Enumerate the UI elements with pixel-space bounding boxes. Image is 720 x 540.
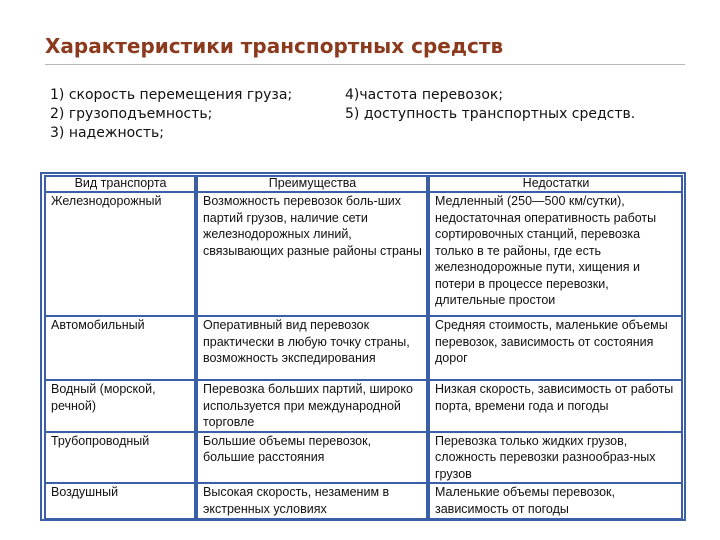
criterion-item: 3) надежность; xyxy=(50,125,164,141)
cell-transport-type: Трубопроводный xyxy=(44,433,196,485)
cell-transport-type: Автомобильный xyxy=(44,317,196,381)
cell-disadvantages: Средняя стоимость, маленькие объемы перевозок, зависимость от состояния дорог xyxy=(428,317,683,381)
header-advantages: Преимущества xyxy=(196,175,428,193)
cell-disadvantages: Медленный (250—500 км/сутки), недостаточная оперативность работы сортировочных станций, перевозка только в те районы, где есть железнодорожные пути, хищения и потери в процессе перевозки, длительные простои xyxy=(428,193,683,317)
cell-disadvantages: Перевозка только жидких грузов, сложность перевозки разнообраз-ных грузов xyxy=(428,433,683,485)
table-row xyxy=(44,381,683,433)
table-row xyxy=(44,484,683,520)
table-row xyxy=(44,317,683,381)
table-row xyxy=(44,193,683,317)
cell-advantages: Большие объемы перевозок, большие расстояния xyxy=(196,433,428,485)
criterion-item: 5) доступность транспортных средств. xyxy=(345,106,636,122)
page-title: Характеристики транспортных средств xyxy=(45,34,504,58)
cell-advantages: Перевозка больших партий, широко используется при международной торговле xyxy=(196,381,428,433)
criteria-list-right xyxy=(345,86,635,124)
title-divider xyxy=(45,64,685,65)
cell-transport-type: Воздушный xyxy=(44,484,196,520)
cell-disadvantages: Низкая скорость, зависимость от работы порта, времени года и погоды xyxy=(428,381,683,433)
transport-table xyxy=(44,175,683,520)
criterion-item: 1) скорость перемещения груза; xyxy=(50,87,293,103)
table-row xyxy=(44,433,683,485)
criterion-item: 2) грузоподъемность; xyxy=(50,106,213,122)
cell-advantages: Оперативный вид перевозок практически в любую точку страны, возможность экспедирования xyxy=(196,317,428,381)
cell-advantages: Высокая скорость, незаменим в экстренных условиях xyxy=(196,484,428,520)
table-header-row xyxy=(44,175,683,193)
header-transport-type: Вид транспорта xyxy=(44,175,196,193)
criteria-list-left xyxy=(50,86,292,143)
cell-transport-type: Железнодорожный xyxy=(44,193,196,317)
header-disadvantages: Недостатки xyxy=(428,175,683,193)
cell-transport-type: Водный (морской, речной) xyxy=(44,381,196,433)
criterion-item: 4)частота перевозок; xyxy=(345,87,504,103)
cell-advantages: Возможность перевозок боль-ших партий грузов, наличие сети железнодорожных линий, связывающих разные районы страны xyxy=(196,193,428,317)
cell-disadvantages: Маленькие объемы перевозок, зависимость от погоды xyxy=(428,484,683,520)
